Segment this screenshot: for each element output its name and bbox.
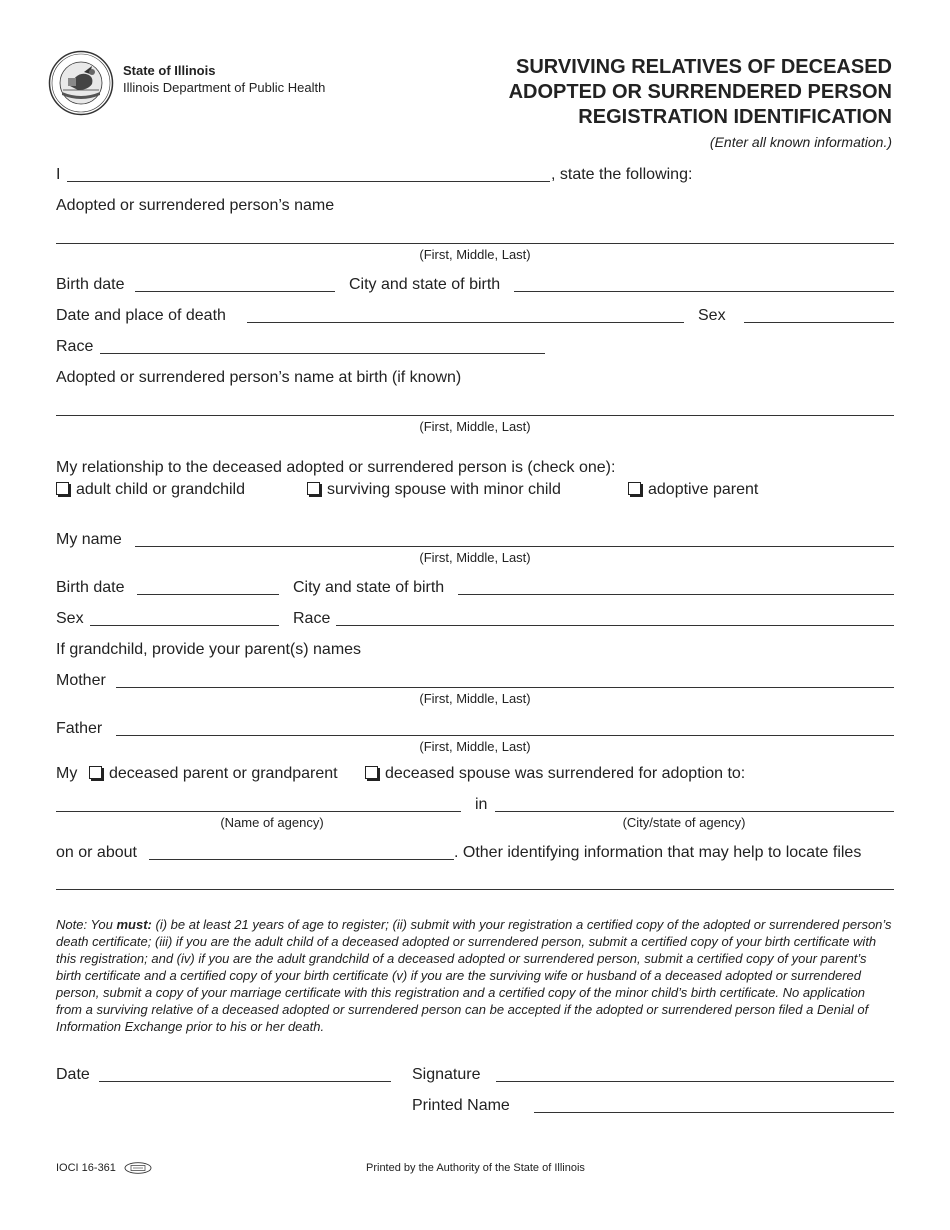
option-deceased-spouse-text: deceased spouse was surrendered for adoption to: bbox=[385, 765, 746, 782]
agency-name-field[interactable] bbox=[56, 811, 461, 812]
union-bug-icon bbox=[124, 1161, 152, 1173]
option-deceased-spouse[interactable] bbox=[365, 765, 745, 783]
adoptee-city-state-birth-label: City and state of birth bbox=[349, 276, 501, 293]
my-race-label: Race bbox=[293, 610, 331, 627]
date-field[interactable] bbox=[99, 1081, 391, 1082]
printed-name-label: Printed Name bbox=[412, 1097, 510, 1114]
checkbox-surviving-spouse[interactable] bbox=[307, 482, 320, 495]
my-name-label: My name bbox=[56, 531, 122, 548]
form-title-line1: SURVIVING RELATIVES OF DECEASED bbox=[516, 56, 892, 78]
i-label: I bbox=[56, 166, 61, 183]
name-at-birth-caption: (First, Middle, Last) bbox=[419, 419, 531, 434]
other-info-label: . Other identifying information that may help to locate files bbox=[454, 844, 862, 861]
father-label: Father bbox=[56, 720, 103, 737]
father-name-caption: (First, Middle, Last) bbox=[419, 739, 531, 754]
form-title-line2: ADOPTED OR SURRENDERED PERSON bbox=[508, 81, 892, 103]
option-deceased-parent-text: deceased parent or grandparent bbox=[109, 765, 338, 782]
adoptee-sex-label: Sex bbox=[698, 307, 726, 324]
my-race-field[interactable] bbox=[336, 625, 894, 626]
other-info-field[interactable] bbox=[56, 889, 894, 890]
mother-name-field[interactable] bbox=[116, 687, 894, 688]
checkbox-adult-child[interactable] bbox=[56, 482, 69, 495]
my-name-field[interactable] bbox=[135, 546, 894, 547]
my-city-state-birth-label: City and state of birth bbox=[293, 579, 445, 596]
my-city-state-birth-field[interactable] bbox=[458, 594, 894, 595]
my-label: My bbox=[56, 765, 78, 782]
state-name: State of Illinois bbox=[123, 63, 216, 78]
adoptee-birth-date-field[interactable] bbox=[135, 291, 335, 292]
grandchild-label: If grandchild, provide your parent(s) names bbox=[56, 641, 362, 658]
note-must: must: bbox=[116, 917, 152, 932]
checkbox-deceased-spouse[interactable] bbox=[365, 766, 378, 779]
signature-field[interactable] bbox=[496, 1081, 894, 1082]
father-name-field[interactable] bbox=[116, 735, 894, 736]
relationship-label: My relationship to the deceased adopted or surrendered person is (check one): bbox=[56, 459, 616, 476]
adoptee-sex-field[interactable] bbox=[744, 322, 894, 323]
printed-by-authority: Printed by the Authority of the State of Illinois bbox=[366, 1162, 585, 1174]
option-adoptive-parent[interactable] bbox=[628, 481, 758, 499]
agency-name-caption: (Name of agency) bbox=[220, 815, 324, 830]
option-deceased-parent[interactable] bbox=[89, 765, 338, 783]
agency-city-state-field[interactable] bbox=[495, 811, 894, 812]
checkbox-deceased-parent[interactable] bbox=[89, 766, 102, 779]
on-or-about-label: on or about bbox=[56, 844, 137, 861]
name-at-birth-label: Adopted or surrendered person’s name at birth (if known) bbox=[56, 369, 462, 386]
note-body: (i) be at least 21 years of age to register; (ii) submit with your registration a certified copy of the adopted or surrendered person’s death certificate; (iii) if you are the adult child of a deceased adopted or surrendered person, submit a certified copy of your birth certificate with this registration; and (iv) if you are the adult grandchild of a deceased adopted or surrendered person, submit a certified copy of your parent’s birth certificate and a certified copy of your birth certificate (v) if you are the surviving wife or husband of a deceased adopted or surrendered person, submit a copy of your marriage certificate with this registration and a certified copy of the minor child’s birth certificate. No application from a surviving relative of a deceased adopted or surrendered person can be accepted if the adopted or surrendered person filed a Denial of Information Exchange prior to his or her death. bbox=[56, 917, 892, 1034]
my-birth-date-field[interactable] bbox=[137, 594, 279, 595]
state-following-text: , state the following: bbox=[551, 166, 693, 183]
adoptee-city-state-birth-field[interactable] bbox=[514, 291, 894, 292]
adoptee-name-label: Adopted or surrendered person’s name bbox=[56, 197, 335, 214]
form-id: IOCI 16-361 bbox=[56, 1162, 116, 1174]
my-birth-date-label: Birth date bbox=[56, 579, 125, 596]
in-label: in bbox=[475, 796, 488, 813]
adoptee-name-field[interactable] bbox=[56, 243, 894, 244]
date-label: Date bbox=[56, 1066, 90, 1083]
declarant-name-field[interactable] bbox=[67, 181, 550, 182]
option-adult-child[interactable] bbox=[56, 481, 245, 499]
option-adoptive-parent-text: adoptive parent bbox=[648, 481, 759, 498]
printed-name-field[interactable] bbox=[534, 1112, 894, 1113]
signature-label: Signature bbox=[412, 1066, 481, 1083]
mother-label: Mother bbox=[56, 672, 106, 689]
my-name-caption: (First, Middle, Last) bbox=[419, 550, 531, 565]
option-surviving-spouse-text: surviving spouse with minor child bbox=[327, 481, 561, 498]
note-prefix: Note: You bbox=[56, 917, 117, 932]
option-surviving-spouse[interactable] bbox=[307, 481, 561, 499]
my-sex-field[interactable] bbox=[90, 625, 279, 626]
adoptee-race-field[interactable] bbox=[100, 353, 545, 354]
instructions-note bbox=[56, 916, 894, 1035]
adoptee-birth-date-label: Birth date bbox=[56, 276, 125, 293]
adoptee-name-caption: (First, Middle, Last) bbox=[419, 247, 531, 262]
date-place-death-label: Date and place of death bbox=[56, 307, 226, 324]
form-subtitle: (Enter all known information.) bbox=[709, 134, 892, 150]
adoptee-race-label: Race bbox=[56, 338, 94, 355]
department-name: Illinois Department of Public Health bbox=[123, 80, 326, 95]
agency-city-caption: (City/state of agency) bbox=[622, 815, 746, 830]
on-or-about-date-field[interactable] bbox=[149, 859, 454, 860]
option-adult-child-text: adult child or grandchild bbox=[76, 481, 245, 498]
state-seal bbox=[48, 50, 114, 116]
date-place-death-field[interactable] bbox=[247, 322, 684, 323]
checkbox-adoptive-parent[interactable] bbox=[628, 482, 641, 495]
mother-name-caption: (First, Middle, Last) bbox=[419, 691, 531, 706]
form-title-line3: REGISTRATION IDENTIFICATION bbox=[578, 106, 892, 128]
name-at-birth-field[interactable] bbox=[56, 415, 894, 416]
my-sex-label: Sex bbox=[56, 610, 84, 627]
